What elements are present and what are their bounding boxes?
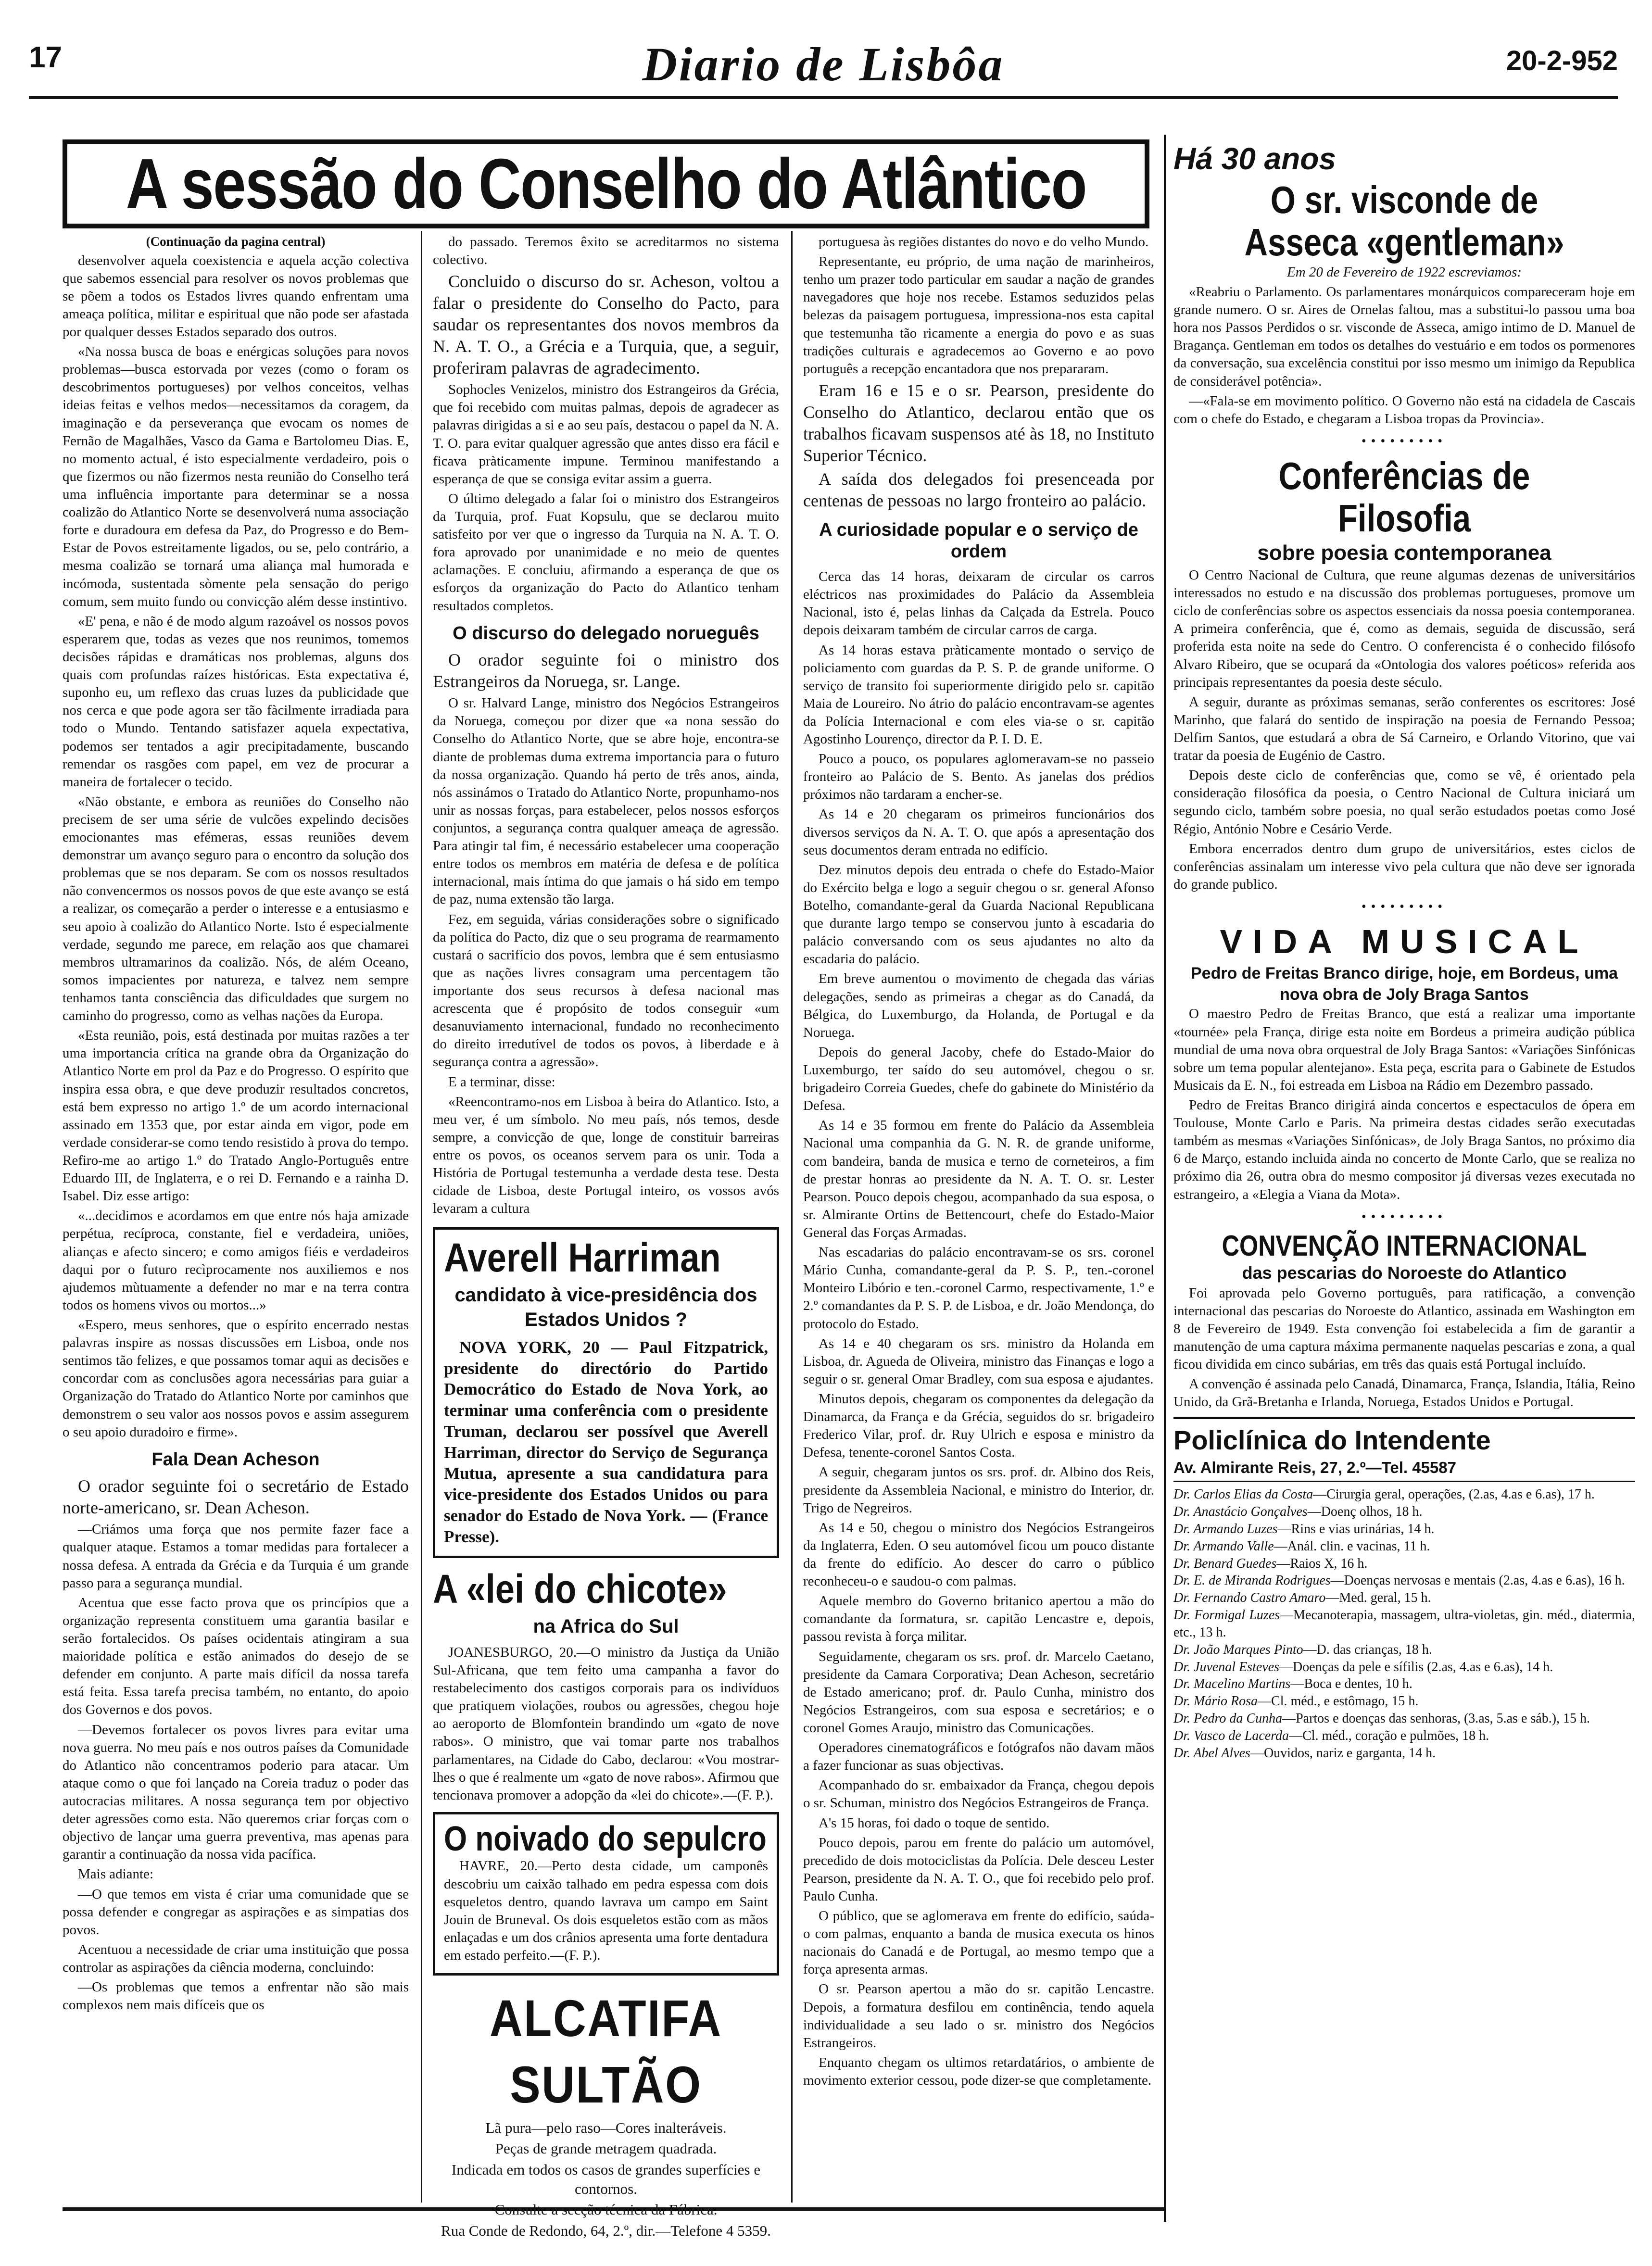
doctor-entry [1173, 1589, 1635, 1607]
paragraph: O maestro Pedro de Freitas Branco, que está a realizar uma importante «tournée» pela França, dirige esta noite em Bordeus a primeira audição pública mundial de uma nova obra orquestral de Joly Braga Santos: «Variações Sinfónicas sobre um tema popular alentejano». Esta peça, escrita para o Gabinete de Estudos Musicais da E. N., foi estreada em Lisboa na Rádio em Dezembro passado. [1173, 1006, 1635, 1093]
article-paragraphs [433, 381, 779, 615]
doctor-entry [1173, 1745, 1635, 1762]
divider: ••••••••• [1361, 1209, 1448, 1224]
paragraph: Minutos depois, chegaram os componentes da delegação da Dinamarca, da França e da Grécia, seguidos do sr. brigadeiro Frederico Vilar, prof. dr. Ruy Ulrich e esposa e ministro da Defesa, tenente-coronel Santos Costa. [803, 1391, 1154, 1460]
doctor-entry [1173, 1486, 1635, 1503]
paragraph: —Criámos uma força que nos permite fazer face a qualquer ataque. Estamos a tomar medidas para fortalecer a nossa defesa. A entrada da Grécia e da Turquia é um grande passo para a segurança mundial. [63, 1522, 409, 1591]
doctor-entry [1173, 1710, 1635, 1727]
article-column-3 [803, 233, 1154, 2205]
doctor-entry [1173, 1641, 1635, 1659]
paragraph: O Centro Nacional de Cultura, que reune algumas dezenas de universitários interessados no estudo e na discussão dos problemas portugueses, promove um ciclo de conferências sobre os aspectos essenciais da nossa poesia contemporanea. A primeira conferência, que é, como as demais, seguida de discussão, será proferida esta noite na sede do Centro. O conferencista é o conhecido filósofo Alvaro Ribeiro, que se ocupará da «Ontologia dos valores poéticos» referida aos principais representantes da poesia deste século. [1173, 567, 1635, 690]
music-title: VIDA MUSICAL [1220, 922, 1589, 960]
paragraph: «Reencontramo-nos em Lisboa à beira do Atlantico. Isto, a meu ver, é um símbolo. No meu país, nós temos, desde sempre, a convicção de que, longe de constituir barreiras entre os povos, os oceanos servem para os unir. Toda a História de Portugal testemunha a verdade desta tese. Desta cidade de Lisboa, deste Portugal inteiro, os vossos avós levaram a cultura [433, 1094, 779, 1217]
paragraph: Fez, em seguida, várias considerações sobre o significado da política do Pacto, diz que o seu programa de rearmamento custará o sacrifício dos povos, lembra que é sem entusiasmo que as nações livres consagram uma percentagem tão importante dos seus recursos à defesa nacional mas acrescenta que é propósito de todos conseguir «um desanuviamento internacional, fundado no reconhecimento do direito irredutível de todos os povos, à liberdade e à segurança contra a agressão». [433, 911, 779, 1070]
convention-paragraphs [1173, 1284, 1635, 1411]
paragraph: O sr. Pearson apertou a mão do sr. capitão Lencastre. Depois, a formatura desfilou em continência, tendo aquela individualidade a seu lado o sr. ministro dos Negócios Estrangeiros. [803, 1981, 1154, 2051]
sepulcro-text: HAVRE, 20.—Perto desta cidade, um camponês descobriu um caixão talhado em pedra espessa com dois esqueletos dentro, quando lavrava um campo em Saint Jouin de Bruneval. Os dois esqueletos estão com as mãos enlaçadas e um dos crânios apresenta uma forte dentadura em estado perfeito.—(F. P.). [444, 1858, 768, 1963]
masthead [29, 19, 1618, 91]
sepulcro-title: O noivado do sepulcro [444, 1819, 767, 1858]
advert-line: Rua Conde de Redondo, 64, 2.º, dir.—Telefone 4 5359. [441, 2222, 771, 2239]
paragraph: Em breve aumentou o movimento de chegada das várias delegações, sendo as primeiras a chegar as do Canadá, da Bélgica, do Luxemburgo, da Holanda, de Portugal e da Noruega. [803, 971, 1154, 1040]
paragraph: do passado. Teremos êxito se acreditarmos no sistema colectivo. [433, 234, 779, 268]
doctor-specialty: —Anál. clin. e vacinas, 11 h. [1274, 1538, 1430, 1554]
doctor-name: Dr. Formigal Luzes [1173, 1608, 1280, 1623]
column-rule [791, 231, 793, 2203]
article-paragraphs [433, 233, 779, 269]
policlinic-title: Policlínica do Intendente [1173, 1425, 1491, 1456]
main-headline: A sessão do Conselho do Atlântico [126, 144, 1086, 224]
paragraph: Aquele membro do Governo britanico apertou a mão do comandante da formatura, sr. capitão Lencastre e, depois, passou revista à força militar. [803, 1593, 1154, 1645]
norwegian-heading: O discurso do delegado norueguês [453, 623, 759, 643]
doctor-specialty: —Ouvidos, nariz e garganta, 14 h. [1250, 1745, 1436, 1761]
doctor-entry [1173, 1572, 1635, 1589]
paragraph: A convenção é assinada pelo Canadá, Dinamarca, França, Islandia, Itália, Reino Unido, da Grã-Bretanha e Irlanda, Noruega, Estados Unidos e Portugal. [1173, 1376, 1635, 1410]
paragraph: As 14 e 40 chegaram os srs. ministro da Holanda em Lisboa, dr. Agueda de Oliveira, ministro das Finanças e logo a seguir o sr. general Omar Bradley, com sua esposa e ajudantes. [803, 1335, 1154, 1387]
doctor-name: Dr. E. de Miranda Rodrigues [1173, 1573, 1331, 1588]
norwegian-paragraphs [433, 694, 779, 1218]
policlinic-advert [1173, 1417, 1635, 1762]
council-lead: Concluido o discurso do sr. Acheson, voltou a falar o presidente do Conselho do Pacto, para saudar os representantes dos novos membros da N. A. T. O., a Grécia e a Turquia, que, a seguir, proferiram palavras de agradecimento. [433, 272, 779, 378]
harriman-article [433, 1227, 779, 1558]
doctor-name: Dr. Armando Valle [1173, 1538, 1274, 1554]
paragraph: A seguir, chegaram juntos os srs. prof. dr. Albino dos Reis, presidente da Assembleia Nacional, e ministro do Interior, dr. Trigo de Negreiros. [803, 1464, 1154, 1516]
paragraph: desenvolver aquela coexistencia e aquela acção colectiva que sabemos essencial para resolver os novos problemas que se põem a todos os Estados livres quando enfrentam uma ameaça política, militar e espiritual que não pode ser afastada por qualquer desses Estados separado dos outros. [63, 252, 409, 340]
sepulcro-article [433, 1812, 779, 1976]
paragraph: —O que temos em vista é criar uma comunidade que se possa defender e congregar as aspirações e as simpatias dos povos. [63, 1886, 409, 1938]
doctor-specialty: —D. das crianças, 18 h. [1303, 1642, 1432, 1657]
doctor-entry [1173, 1659, 1635, 1676]
page-number: 17 [29, 41, 62, 74]
doctor-entry [1173, 1693, 1635, 1710]
conferences-title: Conferências de Filosofia [1278, 454, 1530, 540]
paragraph: «E' pena, e não é de modo algum razoável os nossos povos esperarem que, todas as vezes que nos reunimos, tomemos decisões rápidas e dramáticas nos problemas, alguns dos quais com profundas raízes históricas. Esta expectativa é, suponho eu, um reflexo das cruas luzes da publicidade que nos cerca e que pode agora ser tão fàcilmente irradiada para todo o Mundo. Tentando satisfazer aquela expectativa, podemos ser tentados a agir precipitadamente, buscando remendar os rasgões com papel, em vez de procurar a maneira de fortalecer o tecido. [63, 613, 409, 790]
doctor-name: Dr. Abel Alves [1173, 1745, 1250, 1761]
policlinic-address: Av. Almirante Reis, 27, 2.º—Tel. 45587 [1173, 1458, 1635, 1482]
doctor-entry [1173, 1503, 1635, 1521]
paragraph: Sophocles Venizelos, ministro dos Estrangeiros da Grécia, que foi recebido com muitas palmas, depois de agradecer as palavras dirigidas a si e ao seu país, destacou o papel da N. A. T. O. para evitar qualquer agressão que antes disso era fácil e ficava pràticamente impune. Terminou manifestando a esperança de que se consiga evitar assim a guerra. [433, 382, 779, 487]
paragraph: A seguir, durante as próximas semanas, serão conferentes os escritores: José Marinho, que falará do sentido de inspiração na poesia de Fernando Pessoa; Delfim Santos, que estudará a obra de Sá Carneiro, e Orlando Vitorino, que vai tratar da poesia de Eugénio de Castro. [1173, 694, 1635, 764]
doctor-specialty: —Boca e dentes, 10 h. [1290, 1676, 1412, 1692]
paragraph: «Não obstante, e embora as reuniões do Conselho não precisem de ser uma série de vulcões expelindo decisões emocionantes mas efémeras, essas reuniões devem demonstrar um avanço seguro para o encontro da solução dos problemas que se nos deparam. Se com os nossos resultados não convencermos os nossos povos de que este avanço se está a realizar, os começarão a perder o interesse e a entusiasmo e seu apoio à coalizão do Atlantico Norte. Isto é especialmente verdade, segundo me parece, em relação aos que chamarei membros ultramarinos da coalizão. Nós, de além Oceano, somos impacientes por natureza, e talvez nem sempre tenhamos tanta consciência das dificuldades que surgem no caminho do progresso, como as velhas nações da Europa. [63, 793, 409, 1024]
conferences-paragraphs [1173, 566, 1635, 894]
doctor-entry [1173, 1727, 1635, 1745]
paragraph: Representante, eu próprio, de uma nação de marinheiros, tenho um prazer todo particular em saudar a nação de grandes navegadores que hoje nos recebe. Estamos seduzidos pelas belezas da paisagem portuguesa, impressiona-nos esta capital que testemunha tão ricamente a energia do povo e as suas tradições culturais e agradecemos ao Governo e ao povo português a recepção encantadora que nos prepararam. [803, 254, 1154, 377]
doctor-name: Dr. Juvenal Esteves [1173, 1659, 1280, 1674]
doctor-specialty: —Doenças da pele e sífilis (2.as, 4.as e 6.as), 14 h. [1279, 1659, 1553, 1674]
doctor-specialty: —Cirurgia geral, operações, (2.as, 4.as e 6.as), 17 h. [1313, 1487, 1595, 1502]
paragraph: As 14 e 20 chegaram os primeiros funcionários dos diversos serviços da N. A. T. O. que após a apresentação dos seus documentos deram entrada no edifício. [803, 806, 1154, 858]
paragraph: Depois deste ciclo de conferências que, como se vê, é orientado pela consideração filosófica da poesia, o Centro Nacional de Cultura iniciará um segundo ciclo, também sobre poesia, no qual serão estudados poetas como José Régio, António Nobre e Cesário Verde. [1173, 768, 1635, 837]
paragraph: «Reabriu o Parlamento. Os parlamentares monárquicos compareceram hoje em grande numero. O sr. Aires de Ornelas faltou, mas a substitui-lo passou uma boa hora nos Passos Perdidos o sr. visconde de Asseca, amigo intimo de D. Manuel de Bragança. Gentleman em todos os detalhes do vestuário e em todos os pormenores da conversação, sua excelência constitui por isso mesmo um inimigo da Republica de considerável potência». [1173, 284, 1635, 389]
acheson-heading: Fala Dean Acheson [151, 1449, 320, 1470]
paragraph: Seguidamente, chegaram os srs. prof. dr. Marcelo Caetano, presidente da Camara Corporativa; Dean Acheson, secretário de Estado americano; prof. dr. Paulo Cunha, ministro dos Negócios Estrangeiros, com sua esposa e secretários; e o coronel Gomes Araujo, ministro das Comunicações. [803, 1649, 1154, 1736]
norwegian-lead: O orador seguinte foi o ministro dos Estrangeiros da Noruega, sr. Lange. [433, 650, 779, 692]
paragraph: O sr. Halvard Lange, ministro dos Negócios Estrangeiros da Noruega, começou por dizer que «a nona sessão do Conselho do Atlantico Norte, que se abre hoje, encontra-se diante de problemas duma extrema importancia para o futuro da nossa organização. Quando há perto de três anos, ainda, nós assinámos o Tratado do Atlantico Norte, propunhamo-nos unir as nossas forças, para estabelecer, pelos nossos esforços conjuntos, a segurança contra qualquer ameaça de agressão. Para atingir tal fim, é necessário estabelecer uma cooperação entre todos os membros em matéria de defesa e de política internacional, mais íntima do que jamais o há sido em tempo de paz, numa extensão tão larga. [433, 695, 779, 907]
doctor-list [1173, 1486, 1635, 1762]
doctor-entry [1173, 1675, 1635, 1693]
article-paragraphs [803, 233, 1154, 378]
doctor-name: Dr. Fernando Castro Amaro [1173, 1590, 1326, 1606]
exit-lead: A saída dos delegados foi presenceada por centenas de pessoas no largo fronteiro ao palácio. [803, 469, 1154, 510]
harriman-subtitle: candidato à vice-presidência dos Estados Unidos ? [454, 1284, 757, 1330]
conferences-subtitle: sobre poesia contemporanea [1257, 541, 1551, 565]
newspaper-name: Diario de Lisbôa [642, 38, 1005, 91]
doctor-name: Dr. Mário Rosa [1173, 1694, 1258, 1709]
doctor-specialty: —Partos e doenças das senhoras, (3.as, 5.as e sáb.), 15 h. [1282, 1711, 1590, 1726]
doctor-name: Dr. Armando Luzes [1173, 1521, 1278, 1536]
paragraph: As 14 e 35 formou em frente do Palácio da Assembleia Nacional uma companhia da G. N. R. de grande uniforme, com bandeira, banda de musica e terno de corneteiros, a fim de prestar honras ao presidente da N. A. T. O. sr. Lester Pearson. Pouco depois chegou, acompanhado da sua esposa, o sr. Almirante Ortins de Bettencourt, chefe do Estado-Maior General das Forças Armadas. [803, 1118, 1154, 1240]
bottom-rule [63, 2207, 1164, 2211]
article-column-1 [63, 233, 409, 2205]
harriman-text: NOVA YORK, 20 — Paul Fitzpatrick, presidente do directório do Partido Democrático do Estado de Nova York, ao terminar uma conferência com o presidente Truman, declarou ser possível que Averell Harriman, director do Serviço de Segurança Mutua, apresente a sua candidatura para vice-presidente dos Estados Unidos ou para senador do Estado de Nova York. — (France Presse). [444, 1337, 768, 1546]
doctor-specialty: —Doenç olhos, 18 h. [1307, 1504, 1423, 1520]
doctor-entry [1173, 1521, 1635, 1538]
paragraph: As 14 e 50, chegou o ministro dos Negócios Estrangeiros da Inglaterra, Eden. O seu automóvel ficou um pouco distante da frente do edifício. Ao descer do carro o público reconheceu-o e saudou-o com palmas. [803, 1520, 1154, 1589]
chicote-text: JOANESBURGO, 20.—O ministro da Justiça da União Sul-Africana, que tem feito uma campanha a favor do restabelecimento dos castigos corporais para os indivíduos que pratiquem violações, roubos ou agressões, chegou hoje ao aeroporto de Blomfontein brandindo um «gato de nove rabos». O ministro, que vai tomar parte nos trabalhos parlamentares, na Cidade do Cabo, declarou: «Vou mostrar-lhes o que é realmente um «gato de nove rabos». Afirmou que tencionava promover a adopção da «lei do chicote».—(F. P.). [433, 1644, 779, 1803]
paragraph: Foi aprovada pelo Governo português, para ratificação, a convenção internacional das pescarias do Noroeste do Atlantico, assinada em Washington em 8 de Fevereiro de 1949. Esta convenção foi estabelecida a fim de garantir a manutenção de uma captura máxima permanente naquelas pescarias e zona, a qual ficou dividida em cinco subárias, em três das quais está Portugal incluído. [1173, 1285, 1635, 1372]
paragraph: Pedro de Freitas Branco dirigirá ainda concertos e espectaculos de ópera em Toulouse, Monte Carlo e Paris. Na primeira destas cidades serão executadas também as mesmas «Variações Sinfónicas», de Joly Braga Santos, no próximo dia 6 de Março, estando incluida ainda no concerto de Monte Carlo, que se realiza no próximo dia 26, outra obra do mesmo compositor já diversas vezes executada no estrangeiro, a «Elegia a Viana da Mota». [1173, 1097, 1635, 1202]
doctor-name: Dr. Anastácio Gonçalves [1173, 1504, 1308, 1520]
acheson-paragraphs [63, 1521, 409, 2014]
asseca-paragraphs [1173, 283, 1635, 428]
headline-box [63, 139, 1149, 228]
advert-line: Consulte a secção técnica da Fábrica. [494, 2201, 718, 2218]
doctor-specialty: —Cl. méd., coração e pulmões, 18 h. [1289, 1728, 1489, 1743]
issue-date: 20-2-952 [1506, 45, 1618, 76]
asseca-title: O sr. visconde de Asseca «gentleman» [1244, 178, 1564, 264]
carpet-advert [433, 1985, 779, 2241]
paragraph: —«Fala-se em movimento político. O Governo não está na cidadela de Cascais com o chefe do Estado, e chegaram a Lisboa tropas da Provincia». [1173, 393, 1635, 427]
article-column-2 [433, 233, 779, 2239]
chicote-subtitle: na Africa do Sul [533, 1615, 679, 1637]
paragraph: Acentua que esse facto prova que os princípios que a organização representa constituem uma garantia basilar e serão fortalecidos. Os países ocidentais atingiram a sua maioridade política e estão animados do desejo de se defender em conjunto. A parte mais difícil da nossa tarefa está feita. Essa tarefa precisa também, no entanto, do apoio dos Governos e dos povos. [63, 1595, 409, 1718]
harriman-title: Averell Harriman [444, 1235, 721, 1281]
doctor-name: Dr. Carlos Elias da Costa [1173, 1487, 1313, 1502]
doctor-specialty: —Doenças nervosas e mentais (2.as, 4.as e 6.as), 16 h. [1330, 1573, 1625, 1588]
paragraph: Operadores cinematográficos e fotógrafos não davam mãos a fazer funcionar as suas objectivas. [803, 1740, 1154, 1774]
paragraph: Pouco depois, parou em frente do palácio um automóvel, precedido de dois motociclistas da Polícia. Dele desceu Lester Pearson, presidente da N. A. T. O., que foi recebido pelo prof. Paulo Cunha. [803, 1835, 1154, 1904]
continuation-note: (Continuação da pagina central) [146, 234, 326, 249]
paragraph: Depois do general Jacoby, chefe do Estado-Maior do Luxemburgo, ter saído do seu automóvel, chegou o sr. brigadeiro Correia Guedes, chefe do gabinete do Ministério da Defesa. [803, 1044, 1154, 1114]
advert-lines [433, 2118, 779, 2241]
doctor-name: Dr. Macelino Martins [1173, 1676, 1291, 1692]
paragraph: «Espero, meus senhores, que o espírito encerrado nestas palavras inspire as nossas discussões em Lisboa, onde nos sentimos tão felizes, e que possamos tomar aqui as decisões e concordar com as conclusões agora necessárias para guiar a Organização do Tratado do Atlantico Norte por caminhos que demonstrem o seu valor aos nossos povos e assim assegurem o seu apoio duradoiro e firme». [63, 1317, 409, 1440]
crowd-heading: A curiosidade popular e o serviço de ordem [819, 519, 1138, 562]
paragraph: Embora encerrados dentro dum grupo de universitários, estes ciclos de conferências assinalam um interesse vivo pela cultura que não deve ser ignorada do grande publico. [1173, 841, 1635, 892]
right-column [1173, 139, 1635, 2207]
asseca-intro: Em 20 de Fevereiro de 1922 escreviamos: [1286, 264, 1522, 280]
convention-subtitle: das pescarias do Noroeste do Atlantico [1242, 1263, 1567, 1283]
paragraph: Acompanhado do sr. embaixador da França, chegou depois o sr. Schuman, ministro dos Negócios Estrangeiros de França. [803, 1777, 1154, 1811]
music-subtitle: Pedro de Freitas Branco dirige, hoje, em Bordeus, uma nova obra de Joly Braga Santos [1190, 964, 1618, 1004]
page-body [63, 125, 1645, 2241]
paragraph: —Devemos fortalecer os povos livres para evitar uma nova guerra. No meu país e nos outros países da Comunidade do Atlantico não concentramos poderio para atacar. Um ataque como o que foi lançado na Coreia traduz o poder das autocracias militares. A nossa segurança tem por objectivo deter agressões como esta. Não queremos criar forças com o objectivo de lançar uma guerra preventiva, mas apenas para garantir a continuação da nossa vida pacífica. [63, 1722, 409, 1863]
suspension-lead: Eram 16 e 15 e o sr. Pearson, presidente do Conselho do Atlantico, declarou então que os trabalhos ficavam suspensos até às 18, no Instituto Superior Técnico. [803, 380, 1154, 465]
doctor-name: Dr. Pedro da Cunha [1173, 1711, 1283, 1726]
paragraph: «Na nossa busca de boas e enérgicas soluções para novos problemas—busca estorvada por vezes (como o foram os descobrimentos portugueses) por velhos conceitos, velhas ideias feitas e velhos medos—necessitamos da coragem, da imaginação e da perseverança que evocam os nomes de Fernão de Magalhães, Vasco da Gama e Bartolomeu Dias. E, no momento actual, é isto especialmente verdadeiro, pois o que fizermos ou não fizermos nesta reunião do Conselho terá uma influência importante para determinar se a nossa coalizão do Atlantico Norte se desenvolverá numa associação forte e duradoura em defesa da Paz, do Progresso e do Bem-Estar de Povos estreitamente ligados, ou se, pelo contrário, a mesma coalizão se tornará uma aliança mal humorada e incómoda, sustentada sòmente pela sensação do perigo comum, sem muito fundo ou convicção além desse instintivo. [63, 344, 409, 609]
paragraph: O último delegado a falar foi o ministro dos Estrangeiros da Turquia, prof. Fuat Kopsulu, que se declarou muito satisfeito por ver que o ingresso da Turquia na N. A. T. O. fora aprovado por unanimidade e no meio de quentes aclamações. E concluiu, afirmando a esperança de que os esforços da organização do Pacto do Atlantico tenham resultados completos. [433, 491, 779, 614]
convention-title: CONVENÇÃO INTERNACIONAL [1222, 1230, 1587, 1262]
paragraph: Cerca das 14 horas, deixaram de circular os carros eléctricos nas proximidades do Palácio da Assembleia Nacional, isto é, pelas linhas da Calçada da Estrela. Pouco depois deixaram também de circular carros de carga. [803, 569, 1154, 638]
doctor-entry [1173, 1538, 1635, 1555]
paragraph: «Esta reunião, pois, está destinada por muitas razões a ter uma importancia crítica na grande obra da Organização do Atlantico Norte em prol da Paz e do Progresso. O espírito que inspira essa obra, e que deve produzir resultados concretos, está bem expresso no artigo 1.º de um acordo internacional assinado em 1353 que, por estar ainda em vigor, pode em verdade considerar-se como tendo resistido à prova do tempo. Refiro-me ao artigo 1.º do Tratado Anglo-Português entre Eduardo III, de Inglaterra, e o rei D. Fernando e a rainha D. Isabel. Diz esse artigo: [63, 1028, 409, 1204]
advert-line: Lã pura—pelo raso—Cores inalteráveis. [485, 2119, 727, 2136]
paragraph: Mais adiante: [78, 1866, 154, 1882]
acheson-lead: O orador seguinte foi o secretário de Estado norte-americano, sr. Dean Acheson. [63, 1476, 409, 1518]
paragraph: Nas escadarias do palácio encontravam-se os srs. coronel Mário Cunha, comandante-geral da P. S. P., ten.-coronel Monteiro Libório e ten.-coronel Carmo, respectivamente, 1.º e 2.º comandantes da P. S. P. de Lisboa, e dr. João Mendonça, do protocolo do Estado. [803, 1245, 1154, 1332]
doctor-specialty: —Raios X, 16 h. [1276, 1556, 1368, 1571]
masthead-rule [29, 96, 1618, 99]
paragraph: E a terminar, disse: [448, 1074, 555, 1090]
paragraph: Pouco a pouco, os populares aglomeravam-se no passeio fronteiro ao Palácio de S. Bento. As janelas dos prédios próximos não tardaram a encher-se. [803, 751, 1154, 803]
chicote-title: A «lei do chicote» [433, 1566, 727, 1612]
section-label: Há 30 anos [1173, 141, 1336, 176]
doctor-entry [1173, 1607, 1635, 1641]
doctor-specialty: —Mecanoterapia, massagem, ultra-violetas, gin. méd., diatermia, etc., 13 h. [1173, 1608, 1635, 1640]
paragraph: portuguesa às regiões distantes do novo e do velho Mundo. [819, 234, 1149, 250]
paragraph: Dez minutos depois deu entrada o chefe do Estado-Maior do Exército belga e logo a seguir chegou o sr. general Afonso Botelho, comandante-geral da Guarda Nacional Republicana que durante largo tempo se conservou junto à escadaria do palácio conversando com os seus ajudantes no alto da escadaria do palácio. [803, 862, 1154, 967]
paragraph: O público, que se aglomerava em frente do edifício, saúda-o com palmas, enquanto a banda de musica executa os hinos nacionais do Canadá e de Portugal, ao mesmo tempo que a força apresenta armas. [803, 1908, 1154, 1977]
doctor-specialty: —Rins e vias urinárias, 14 h. [1277, 1521, 1435, 1536]
doctor-entry [1173, 1555, 1635, 1573]
advert-title: ALCATIFA SULTÃO [490, 1989, 722, 2114]
paragraph: As 14 horas estava pràticamente montado o serviço de policiamento com guardas da P. S. P. de grande uniforme. O serviço de transito foi superiormente dirigido pelo sr. capitão Maia de Loureiro. No átrio do palácio encontravam-se agentes da Polícia Internacional e com eles via-se o sr. capitão Agostinho Lourenço, director da P. I. D. E. [803, 642, 1154, 747]
crowd-paragraphs [803, 568, 1154, 2090]
advert-line: Indicada em todos os casos de grandes superfícies e contornos. [451, 2161, 761, 2197]
doctor-specialty: —Med. geral, 15 h. [1325, 1590, 1431, 1606]
article-paragraphs [63, 252, 409, 1441]
advert-line: Peças de grande metragem quadrada. [495, 2140, 717, 2157]
paragraph: A's 15 horas, foi dado o toque de sentido. [819, 1815, 1050, 1831]
column-rule [421, 231, 422, 2203]
doctor-specialty: —Cl. méd., e estômago, 15 h. [1258, 1694, 1419, 1709]
doctor-name: Dr. Vasco de Lacerda [1173, 1728, 1289, 1743]
divider: ••••••••• [1361, 899, 1448, 914]
doctor-name: Dr. Benard Guedes [1173, 1556, 1277, 1571]
divider: ••••••••• [1361, 433, 1448, 449]
paragraph: Enquanto chegam os ultimos retardatários, o ambiente de movimento exterior cessou, pode dizer-se que completamente. [803, 2054, 1154, 2089]
paragraph: —Os problemas que temos a enfrentar não são mais complexos nem mais difíceis que os [63, 1979, 409, 2013]
paragraph: Acentuou a necessidade de criar uma instituição que possa controlar as aspirações da ciência moderna, concluindo: [63, 1941, 409, 1975]
paragraph: «...decidimos e acordamos em que entre nós haja amizade perpétua, recíproca, constante, fiel e verdadeira, uniões, alianças e afecto sincero; e como amigos fiéis e verdadeiros daqui por o futuro recìprocamente nos auxiliemos e nos ajudemos mùtuamente a defender no mar e na terra contra todos os homens vivos ou mortos...» [63, 1208, 409, 1313]
chicote-article [433, 1568, 779, 1804]
music-paragraphs [1173, 1005, 1635, 1203]
doctor-name: Dr. João Marques Pinto [1173, 1642, 1303, 1657]
